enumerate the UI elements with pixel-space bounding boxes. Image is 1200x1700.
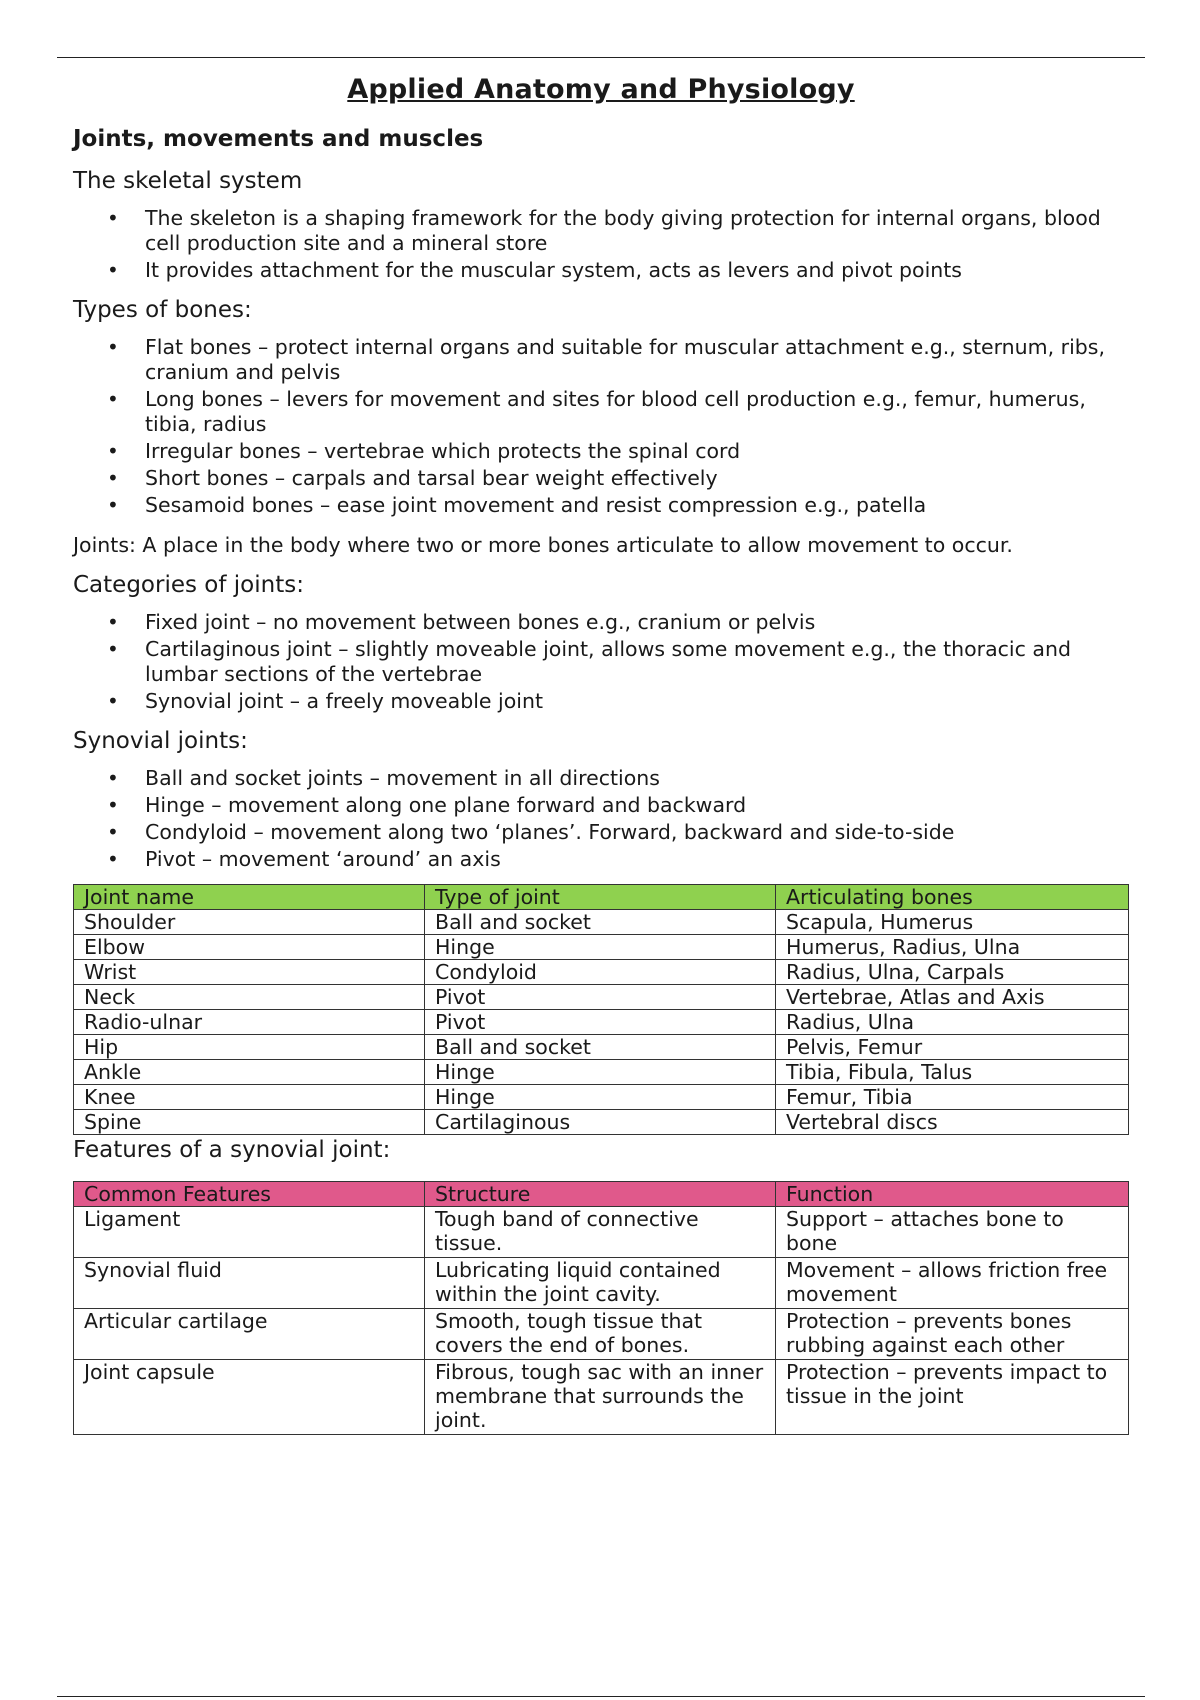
bullet-icon: •	[107, 637, 119, 661]
table-cell: Protection – prevents bones rubbing against each other	[776, 1309, 1129, 1360]
table-row	[74, 985, 1129, 1010]
bullet-icon: •	[107, 206, 119, 230]
features-heading: Features of a synovial joint:	[73, 1137, 391, 1163]
list-item-text: Flat bones – protect internal organs and suitable for muscular attachment e.g., sternum, ribs, cranium and pelvis	[145, 335, 1105, 384]
bullet-icon: •	[107, 258, 119, 282]
bones-list	[73, 335, 1129, 518]
document-page	[73, 70, 1129, 1435]
bullet-icon: •	[107, 335, 119, 359]
table-cell: Vertebrae, Atlas and Axis	[776, 985, 1129, 1010]
table-cell: Scapula, Humerus	[776, 910, 1129, 935]
list-item-text: Sesamoid bones – ease joint movement and resist compression e.g., patella	[145, 493, 927, 517]
table-cell: Tibia, Fibula, Talus	[776, 1060, 1129, 1085]
skeletal-heading: The skeletal system	[73, 168, 303, 194]
table-cell: Movement – allows friction free movement	[776, 1258, 1129, 1309]
list-item	[73, 847, 1129, 872]
table-row	[74, 1060, 1129, 1085]
bullet-icon: •	[107, 493, 119, 517]
joints-definition: Joints: A place in the body where two or more bones articulate to allow movement to occur.	[73, 533, 1013, 557]
table-row	[74, 1085, 1129, 1110]
table-row	[74, 960, 1129, 985]
list-item	[73, 206, 1129, 256]
list-item	[73, 493, 1129, 518]
bullet-icon: •	[107, 466, 119, 490]
bones-heading: Types of bones:	[73, 297, 252, 323]
table-cell: Cartilaginous	[425, 1110, 776, 1135]
bottom-rule	[57, 1696, 1145, 1697]
list-item	[73, 610, 1129, 635]
column-header: Common Features	[74, 1182, 425, 1207]
table-cell: Ankle	[74, 1060, 425, 1085]
table-cell: Fibrous, tough sac with an inner membrane that surrounds the joint.	[425, 1360, 776, 1435]
list-item-text: It provides attachment for the muscular system, acts as levers and pivot points	[145, 258, 962, 282]
list-item-text: Ball and socket joints – movement in all directions	[145, 766, 660, 790]
table-row	[74, 1035, 1129, 1060]
table-row	[74, 1309, 1129, 1360]
list-item-text: Condyloid – movement along two ‘planes’. Forward, backward and side-to-side	[145, 820, 955, 844]
top-rule	[57, 57, 1145, 58]
table-cell: Radius, Ulna	[776, 1010, 1129, 1035]
table-cell: Wrist	[74, 960, 425, 985]
table-cell: Ball and socket	[425, 1035, 776, 1060]
table-header-row	[74, 885, 1129, 910]
skeletal-list	[73, 206, 1129, 283]
table-cell: Ligament	[74, 1207, 425, 1258]
table-cell: Articular cartilage	[74, 1309, 425, 1360]
bullet-icon: •	[107, 387, 119, 411]
bullet-icon: •	[107, 793, 119, 817]
table-header-row	[74, 1182, 1129, 1207]
features-table	[73, 1181, 1129, 1435]
table-cell: Vertebral discs	[776, 1110, 1129, 1135]
list-item-text: Fixed joint – no movement between bones e.g., cranium or pelvis	[145, 610, 816, 634]
table-cell: Neck	[74, 985, 425, 1010]
table-cell: Hinge	[425, 1085, 776, 1110]
categories-heading: Categories of joints:	[73, 572, 304, 598]
column-header: Function	[776, 1182, 1129, 1207]
table-cell: Pelvis, Femur	[776, 1035, 1129, 1060]
synovial-list	[73, 766, 1129, 872]
table-cell: Tough band of connective tissue.	[425, 1207, 776, 1258]
list-item	[73, 258, 1129, 283]
bullet-icon: •	[107, 689, 119, 713]
column-header: Structure	[425, 1182, 776, 1207]
bullet-icon: •	[107, 439, 119, 463]
table-cell: Humerus, Radius, Ulna	[776, 935, 1129, 960]
column-header: Joint name	[74, 885, 425, 910]
table-row	[74, 1258, 1129, 1309]
table-cell: Hinge	[425, 935, 776, 960]
bullet-icon: •	[107, 766, 119, 790]
table-cell: Smooth, tough tissue that covers the end of bones.	[425, 1309, 776, 1360]
list-item-text: Irregular bones – vertebrae which protects the spinal cord	[145, 439, 741, 463]
list-item	[73, 793, 1129, 818]
table-cell: Femur, Tibia	[776, 1085, 1129, 1110]
table-cell: Spine	[74, 1110, 425, 1135]
table-cell: Ball and socket	[425, 910, 776, 935]
table-cell: Radius, Ulna, Carpals	[776, 960, 1129, 985]
list-item	[73, 466, 1129, 491]
list-item	[73, 335, 1129, 385]
list-item	[73, 820, 1129, 845]
list-item-text: Synovial joint – a freely moveable joint	[145, 689, 543, 713]
table-cell: Knee	[74, 1085, 425, 1110]
list-item-text: Short bones – carpals and tarsal bear weight effectively	[145, 466, 718, 490]
list-item	[73, 387, 1129, 437]
table-row	[74, 1360, 1129, 1435]
column-header: Type of joint	[425, 885, 776, 910]
categories-list	[73, 610, 1129, 714]
list-item	[73, 637, 1129, 687]
table-cell: Protection – prevents impact to tissue in the joint	[776, 1360, 1129, 1435]
synovial-heading: Synovial joints:	[73, 728, 248, 754]
list-item	[73, 689, 1129, 714]
table-cell: Hinge	[425, 1060, 776, 1085]
column-header: Articulating bones	[776, 885, 1129, 910]
list-item-text: Cartilaginous joint – slightly moveable joint, allows some movement e.g., the thoracic and lumbar sections of the vertebrae	[145, 637, 1071, 686]
bullet-icon: •	[107, 820, 119, 844]
list-item-text: Long bones – levers for movement and sites for blood cell production e.g., femur, humerus, tibia, radius	[145, 387, 1086, 436]
page-title: Applied Anatomy and Physiology	[347, 74, 855, 105]
table-cell: Elbow	[74, 935, 425, 960]
table-cell: Pivot	[425, 1010, 776, 1035]
list-item	[73, 439, 1129, 464]
table-row	[74, 1010, 1129, 1035]
list-item-text: The skeleton is a shaping framework for the body giving protection for internal organs, blood cell production site and a mineral store	[145, 206, 1101, 255]
section-heading: Joints, movements and muscles	[73, 126, 484, 152]
table-cell: Synovial fluid	[74, 1258, 425, 1309]
list-item-text: Pivot – movement ‘around’ an axis	[145, 847, 501, 871]
table-cell: Joint capsule	[74, 1360, 425, 1435]
table-cell: Condyloid	[425, 960, 776, 985]
list-item	[73, 766, 1129, 791]
table-cell: Shoulder	[74, 910, 425, 935]
joints-table	[73, 884, 1129, 1135]
table-row	[74, 910, 1129, 935]
table-row	[74, 935, 1129, 960]
bullet-icon: •	[107, 610, 119, 634]
table-row	[74, 1110, 1129, 1135]
bullet-icon: •	[107, 847, 119, 871]
table-cell: Lubricating liquid contained within the joint cavity.	[425, 1258, 776, 1309]
table-cell: Pivot	[425, 985, 776, 1010]
table-cell: Hip	[74, 1035, 425, 1060]
table-cell: Support – attaches bone to bone	[776, 1207, 1129, 1258]
table-cell: Radio-ulnar	[74, 1010, 425, 1035]
list-item-text: Hinge – movement along one plane forward and backward	[145, 793, 747, 817]
table-row	[74, 1207, 1129, 1258]
